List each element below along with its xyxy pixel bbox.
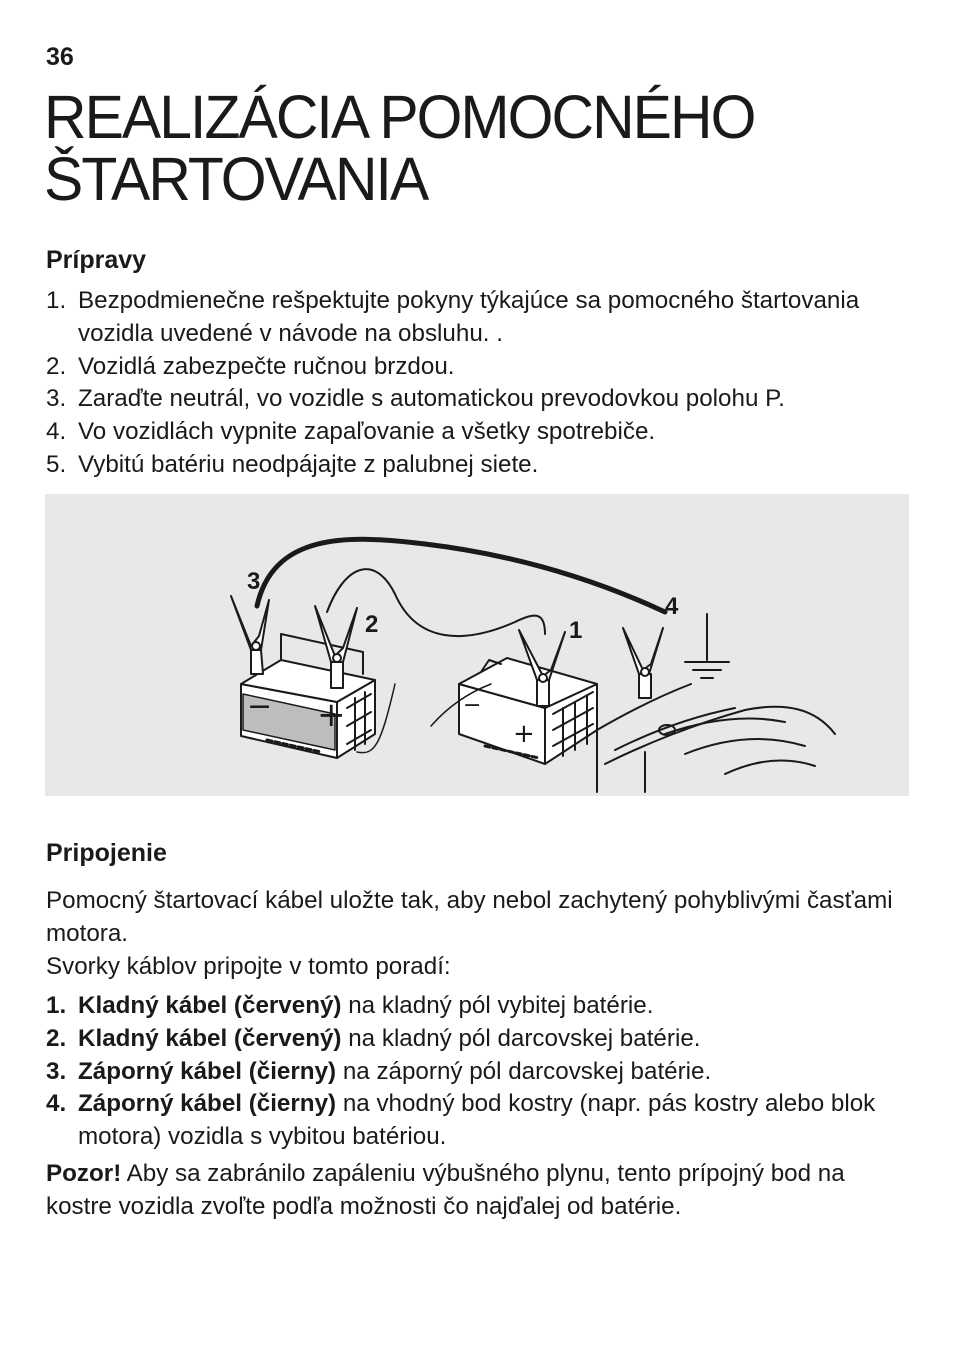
list-item-text: Zaraďte neutrál, vo vozidle s automatickou prevodovkou polohu P. — [78, 385, 785, 413]
list-item-number: 3. — [46, 385, 67, 413]
list-item-number: 4. — [46, 1090, 67, 1118]
clamp-3 — [231, 596, 269, 674]
connection-steps — [46, 990, 906, 1154]
list-item — [46, 990, 906, 1023]
ground-icon — [685, 614, 729, 678]
list-item-text: Vozidlá zabezpečte ručnou brzdou. — [78, 352, 455, 380]
preparation-list — [46, 285, 906, 482]
minus-sign: − — [247, 689, 273, 724]
list-item — [46, 449, 906, 482]
minus-sign: − — [463, 693, 482, 718]
warning-label: Pozor! — [46, 1160, 122, 1187]
label-2: 2 — [365, 611, 379, 638]
list-item-text: na kladný pól darcovskej batérie. — [341, 1024, 701, 1052]
list-item-bold: Záporný kábel (čierny) — [78, 1090, 337, 1118]
title-line-2: ŠTARTOVANIA — [44, 145, 428, 213]
page-title — [44, 83, 755, 213]
list-item — [46, 1088, 906, 1154]
list-item-text: Vybitú batériu neodpájajte z palubnej siete. — [78, 450, 539, 478]
label-1: 1 — [569, 617, 583, 644]
list-item-number: 4. — [46, 418, 67, 446]
plus-sign: + — [317, 695, 346, 735]
connection-intro-2: Svorky káblov pripojte v tomto poradí: — [46, 953, 451, 980]
list-item — [46, 351, 906, 384]
list-item — [46, 1056, 906, 1089]
list-item-number: 1. — [46, 287, 67, 314]
warning-text: Aby sa zabránilo zapáleniu výbušného plynu, tento prípojný bod na kostre vozidla zvoľte podľa možnosti čo najďalej od batérie. — [46, 1160, 845, 1220]
page-number: 36 — [46, 43, 74, 71]
red-cable — [327, 569, 545, 636]
clamp-4 — [623, 628, 663, 698]
jump-start-diagram — [45, 494, 909, 796]
engine-block — [597, 684, 835, 792]
list-item — [46, 1023, 906, 1056]
list-item-number: 1. — [46, 992, 67, 1019]
list-item-text: Vo vozidlách vypnite zapaľovanie a všetky spotrebiče. — [78, 418, 656, 446]
list-item-text: na vhodný bod kostry (napr. pás kostry alebo blok motora) vozidla s vybitou batériou. — [78, 1090, 876, 1151]
title-line-1: REALIZÁCIA POMOCNÉHO — [44, 83, 755, 151]
list-item — [46, 285, 906, 351]
list-item-text: na záporný pól darcovskej batérie. — [336, 1057, 712, 1085]
list-item-text: na kladný pól vybitej batérie. — [341, 992, 654, 1019]
list-item-number: 2. — [46, 352, 67, 380]
jump-start-illustration — [45, 494, 909, 796]
list-item-number: 5. — [46, 450, 67, 478]
connection-intro: Pomocný štartovací kábel uložte tak, aby nebol zachytený pohyblivými časťami motora. — [46, 887, 893, 947]
list-item-bold: Kladný kábel (červený) — [78, 992, 342, 1019]
plus-sign: + — [513, 719, 535, 749]
list-item-number: 3. — [46, 1057, 67, 1085]
label-3: 3 — [247, 568, 261, 595]
list-item — [46, 416, 906, 449]
connection-heading: Pripojenie — [46, 839, 167, 867]
list-item-text: Bezpodmienečne rešpektujte pokyny týkajúce sa pomocného štartovania vozidla uvedené v návode na obsluhu. . — [78, 287, 860, 347]
list-item-number: 2. — [46, 1024, 67, 1052]
black-cable — [257, 539, 665, 612]
label-4: 4 — [665, 593, 679, 620]
list-item — [46, 383, 906, 416]
warning-paragraph — [46, 1158, 906, 1224]
list-item-bold: Záporný kábel (čierny) — [78, 1057, 337, 1085]
preparation-heading: Prípravy — [46, 246, 147, 274]
list-item-bold: Kladný kábel (červený) — [78, 1024, 342, 1052]
